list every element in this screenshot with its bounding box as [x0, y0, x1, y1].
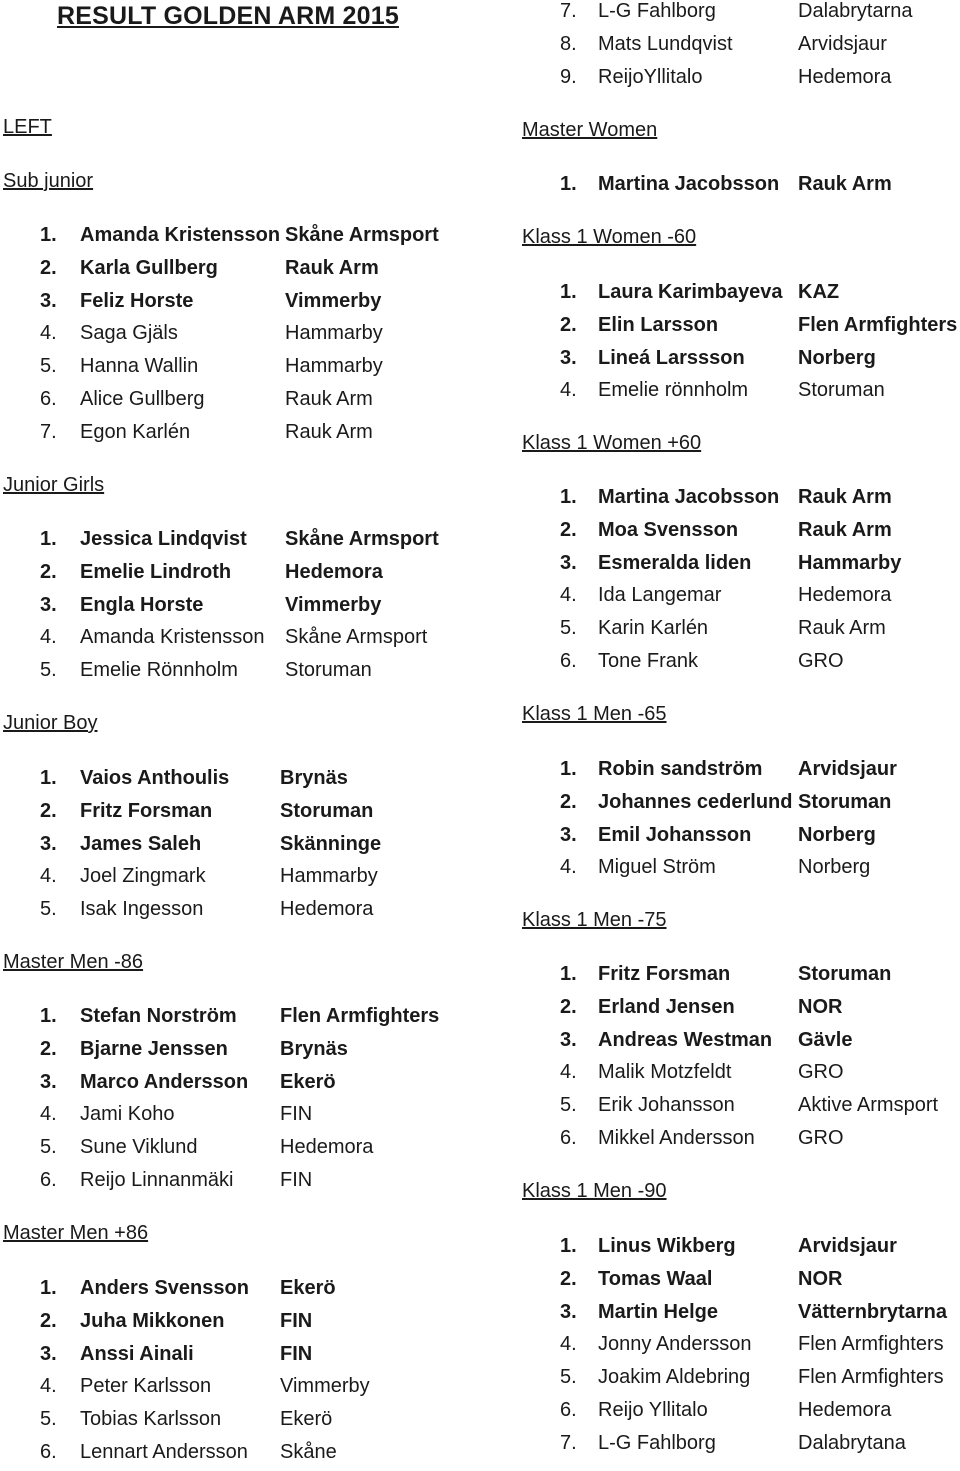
- result-row: [0, 319, 512, 352]
- result-row: [522, 1058, 960, 1091]
- result-row: [522, 1091, 960, 1124]
- rank: 4.: [560, 1333, 577, 1356]
- athlete-name: Lineá Larssson: [598, 346, 745, 369]
- rank: 3.: [40, 289, 57, 312]
- club-name: Brynäs: [280, 1037, 348, 1060]
- result-row: [522, 1429, 960, 1462]
- rank: 4.: [560, 379, 577, 402]
- result-row: [0, 221, 512, 254]
- category-heading: Klass 1 Men -65: [522, 703, 667, 725]
- rank: 4.: [560, 856, 577, 879]
- athlete-name: Anssi Ainali: [80, 1342, 194, 1365]
- club-name: Gävle: [798, 1028, 853, 1051]
- result-row: [522, 516, 960, 549]
- result-row: [0, 1133, 512, 1166]
- athlete-name: Tobias Karlsson: [80, 1408, 222, 1431]
- rank: 7.: [40, 420, 57, 443]
- athlete-name: Anders Svensson: [80, 1277, 249, 1299]
- club-name: Rauk Arm: [285, 388, 373, 410]
- rank: 5.: [40, 898, 57, 921]
- club-name: Norberg: [798, 346, 876, 369]
- result-row: [0, 830, 512, 863]
- result-row: [0, 1274, 512, 1307]
- rank: 1.: [40, 224, 57, 246]
- athlete-name: Juha Mikkonen: [80, 1309, 225, 1332]
- club-name: Arvidsjaur: [798, 1235, 897, 1257]
- result-row: [0, 254, 512, 287]
- athlete-name: Moa Svensson: [598, 518, 739, 541]
- club-name: Vimmerby: [285, 289, 382, 312]
- category-heading: Master Men +86: [3, 1222, 149, 1244]
- result-row: [0, 385, 512, 418]
- athlete-name: Ida Langemar: [598, 584, 722, 607]
- result-row: [522, 853, 960, 886]
- athlete-name: ReijoYllitalo: [598, 65, 703, 88]
- club-name: Storuman: [285, 659, 372, 682]
- club-name: Rauk Arm: [798, 518, 892, 541]
- rank: 4.: [40, 626, 57, 649]
- result-row: [522, 0, 960, 30]
- result-row: [0, 1002, 512, 1035]
- result-row: [0, 1035, 512, 1068]
- club-name: Norberg: [798, 823, 876, 846]
- rank: 4.: [40, 1375, 57, 1398]
- category-heading: Junior Girls: [3, 474, 105, 496]
- club-name: Dalabrytarna: [798, 0, 913, 22]
- athlete-name: Jessica Lindqvist: [80, 528, 247, 550]
- athlete-name: Stefan Norström: [80, 1005, 237, 1027]
- category-heading: Klass 1 Women +60: [522, 432, 702, 454]
- rank: 5.: [40, 659, 57, 682]
- result-row: [522, 170, 960, 203]
- rank: 2.: [40, 1037, 57, 1060]
- rank: 4.: [40, 1103, 57, 1126]
- rank: 6.: [40, 1441, 57, 1463]
- rank: 6.: [560, 1399, 577, 1421]
- club-name: Vimmerby: [280, 1375, 370, 1398]
- rank: 6.: [560, 1127, 577, 1149]
- athlete-name: Emelie Lindroth: [80, 560, 232, 583]
- rank: 4.: [40, 322, 57, 345]
- club-name: Rauk Arm: [798, 617, 886, 640]
- club-name: GRO: [798, 650, 844, 672]
- athlete-name: Fritz Forsman: [80, 799, 213, 822]
- athlete-name: Tone Frank: [598, 650, 699, 672]
- rank: 1.: [40, 1277, 57, 1299]
- result-row: [0, 558, 512, 591]
- athlete-name: L-G Fahlborg: [598, 0, 716, 22]
- athlete-name: Esmeralda liden: [598, 551, 752, 574]
- club-name: Skåne Armsport: [285, 528, 439, 550]
- rank: 5.: [40, 355, 57, 378]
- rank: 2.: [40, 256, 57, 279]
- club-name: Ekerö: [280, 1277, 336, 1299]
- rank: 2.: [560, 518, 577, 541]
- athlete-name: Laura Karimbayeva: [598, 281, 783, 303]
- rank: 7.: [560, 0, 577, 22]
- athlete-name: Jonny Andersson: [598, 1333, 752, 1356]
- athlete-name: Lennart Andersson: [80, 1441, 248, 1463]
- club-name: Storuman: [798, 963, 892, 985]
- result-row: [0, 656, 512, 689]
- club-name: Skåne: [280, 1441, 337, 1463]
- club-name: Storuman: [280, 799, 374, 822]
- category-heading: Master Men -86: [3, 951, 144, 973]
- athlete-name: Miguel Ström: [598, 856, 716, 879]
- rank: 3.: [40, 832, 57, 855]
- rank: 5.: [560, 1094, 577, 1117]
- rank: 6.: [40, 1169, 57, 1191]
- rank: 1.: [560, 1235, 577, 1257]
- club-name: Storuman: [798, 790, 892, 813]
- result-row: [0, 287, 512, 320]
- club-name: Skänninge: [280, 832, 382, 855]
- club-name: Hedemora: [285, 560, 383, 583]
- club-name: Norberg: [798, 856, 871, 879]
- club-name: Ekerö: [280, 1070, 336, 1093]
- rank: 1.: [560, 963, 577, 985]
- rank: 3.: [560, 346, 577, 369]
- rank: 6.: [40, 388, 57, 410]
- result-row: [522, 278, 960, 311]
- athlete-name: Martina Jacobsson: [598, 486, 780, 508]
- result-row: [522, 755, 960, 788]
- athlete-name: Mikkel Andersson: [598, 1127, 755, 1149]
- rank: 2.: [560, 995, 577, 1018]
- athlete-name: Malik Motzfeldt: [598, 1061, 732, 1084]
- athlete-name: Martin Helge: [598, 1300, 719, 1323]
- club-name: Flen Armfighters: [798, 1333, 944, 1356]
- result-row: [522, 311, 960, 344]
- result-row: [522, 1396, 960, 1429]
- result-row: [0, 797, 512, 830]
- result-row: [0, 1340, 512, 1373]
- club-name: Vimmerby: [285, 593, 382, 616]
- result-row: [522, 581, 960, 614]
- club-name: Dalabrytana: [798, 1431, 906, 1454]
- result-row: [522, 821, 960, 854]
- category-heading: Klass 1 Men -90: [522, 1180, 667, 1202]
- result-row: [522, 993, 960, 1026]
- rank: 3.: [560, 823, 577, 846]
- rank: 3.: [40, 1070, 57, 1093]
- athlete-name: Martina Jacobsson: [598, 173, 780, 195]
- athlete-name: Amanda Kristensson: [80, 224, 281, 246]
- result-row: [0, 352, 512, 385]
- athlete-name: Andreas Westman: [598, 1028, 773, 1051]
- result-row: [0, 1307, 512, 1340]
- club-name: Skåne Armsport: [285, 224, 439, 246]
- athlete-name: Joel Zingmark: [80, 865, 206, 888]
- rank: 4.: [40, 865, 57, 888]
- club-name: Flen Armfighters: [798, 313, 958, 336]
- page-title: RESULT GOLDEN ARM 2015: [57, 2, 399, 30]
- athlete-name: Egon Karlén: [80, 420, 191, 443]
- athlete-name: Fritz Forsman: [598, 963, 731, 985]
- result-row: [522, 614, 960, 647]
- result-row: [522, 1330, 960, 1363]
- result-row: [522, 1232, 960, 1265]
- athlete-name: Elin Larsson: [598, 313, 719, 336]
- athlete-name: Robin sandström: [598, 758, 763, 780]
- club-name: Arvidsjaur: [798, 32, 887, 55]
- rank: 5.: [560, 1366, 577, 1389]
- club-name: Vätternbrytarna: [798, 1300, 947, 1323]
- rank: 2.: [40, 799, 57, 822]
- rank: 1.: [40, 767, 57, 789]
- rank: 9.: [560, 65, 577, 88]
- result-row: [0, 591, 512, 624]
- result-row: [0, 1068, 512, 1101]
- result-row: [522, 1026, 960, 1059]
- club-name: Hammarby: [285, 322, 383, 345]
- result-row: [0, 525, 512, 558]
- rank: 8.: [560, 32, 577, 55]
- club-name: Aktive Armsport: [798, 1094, 939, 1117]
- rank: 2.: [560, 1267, 577, 1290]
- rank: 3.: [40, 593, 57, 616]
- result-row: [522, 549, 960, 582]
- club-name: Rauk Arm: [285, 256, 379, 279]
- club-name: Flen Armfighters: [280, 1005, 440, 1027]
- category-heading: Junior Boy: [3, 712, 98, 734]
- athlete-name: Karla Gullberg: [80, 256, 218, 279]
- athlete-name: Marco Andersson: [80, 1070, 249, 1093]
- result-row: [522, 63, 960, 96]
- club-name: Flen Armfighters: [798, 1366, 944, 1389]
- result-row: [522, 647, 960, 680]
- rank: 1.: [560, 281, 577, 303]
- rank: 5.: [40, 1408, 57, 1431]
- club-name: FIN: [280, 1103, 313, 1126]
- athlete-name: Joakim Aldebring: [598, 1366, 751, 1389]
- club-name: Hedemora: [280, 1136, 374, 1159]
- result-row: [522, 483, 960, 516]
- athlete-name: Linus Wikberg: [598, 1235, 736, 1257]
- result-row: [522, 1265, 960, 1298]
- club-name: Ekerö: [280, 1408, 333, 1431]
- athlete-name: Bjarne Jenssen: [80, 1037, 228, 1060]
- rank: 2.: [560, 313, 577, 336]
- rank: 1.: [40, 528, 57, 550]
- rank: 7.: [560, 1431, 577, 1454]
- club-name: Brynäs: [280, 767, 348, 789]
- club-name: Hedemora: [798, 1399, 892, 1421]
- club-name: Hedemora: [280, 898, 374, 921]
- rank: 5.: [40, 1136, 57, 1159]
- athlete-name: Johannes cederlund: [598, 790, 793, 813]
- athlete-name: Peter Karlsson: [80, 1375, 212, 1398]
- club-name: Rauk Arm: [285, 420, 373, 443]
- athlete-name: Isak Ingesson: [80, 898, 204, 921]
- result-row: [522, 960, 960, 993]
- athlete-name: Sune Viklund: [80, 1136, 198, 1159]
- rank: 6.: [560, 650, 577, 672]
- club-name: Hedemora: [798, 584, 892, 607]
- club-name: Rauk Arm: [798, 173, 892, 195]
- result-row: [0, 623, 512, 656]
- club-name: FIN: [280, 1169, 313, 1191]
- club-name: GRO: [798, 1127, 844, 1149]
- athlete-name: Reijo Linnanmäki: [80, 1169, 234, 1191]
- club-name: Skåne Armsport: [285, 626, 428, 649]
- rank: 3.: [40, 1342, 57, 1365]
- club-name: Hedemora: [798, 65, 892, 88]
- club-name: Arvidsjaur: [798, 758, 897, 780]
- result-row: [0, 764, 512, 797]
- athlete-name: Emil Johansson: [598, 823, 752, 846]
- club-name: Rauk Arm: [798, 486, 892, 508]
- result-row: [0, 418, 512, 451]
- result-row: [0, 1438, 512, 1471]
- athlete-name: Emelie Rönnholm: [80, 659, 238, 682]
- result-row: [522, 30, 960, 63]
- section-heading-left: LEFT: [3, 116, 52, 138]
- rank: 2.: [560, 790, 577, 813]
- club-name: NOR: [798, 995, 843, 1018]
- athlete-name: Reijo Yllitalo: [598, 1399, 708, 1421]
- result-row: [522, 1298, 960, 1331]
- athlete-name: Erland Jensen: [598, 995, 735, 1018]
- club-name: Hammarby: [798, 551, 902, 574]
- rank: 4.: [560, 1061, 577, 1084]
- result-row: [522, 788, 960, 821]
- result-row: [0, 895, 512, 928]
- athlete-name: Feliz Horste: [80, 289, 194, 312]
- club-name: FIN: [280, 1342, 313, 1365]
- athlete-name: Jami Koho: [80, 1103, 175, 1126]
- athlete-name: Hanna Wallin: [80, 355, 199, 378]
- result-row: [0, 862, 512, 895]
- rank: 3.: [560, 1028, 577, 1051]
- rank: 1.: [560, 173, 577, 195]
- result-row: [522, 376, 960, 409]
- athlete-name: Alice Gullberg: [80, 388, 205, 410]
- club-name: NOR: [798, 1267, 843, 1290]
- rank: 1.: [40, 1005, 57, 1027]
- category-heading: Sub junior: [3, 170, 94, 192]
- result-row: [522, 344, 960, 377]
- athlete-name: Amanda Kristensson: [80, 626, 265, 649]
- category-heading: Klass 1 Women -60: [522, 226, 697, 248]
- result-row: [0, 1166, 512, 1199]
- athlete-name: Karin Karlén: [598, 617, 709, 640]
- athlete-name: Saga Gjäls: [80, 322, 178, 345]
- result-row: [522, 1363, 960, 1396]
- athlete-name: Mats Lundqvist: [598, 32, 733, 55]
- category-heading: Klass 1 Men -75: [522, 909, 667, 931]
- club-name: GRO: [798, 1061, 844, 1084]
- athlete-name: Erik Johansson: [598, 1094, 735, 1117]
- athlete-name: Tomas Waal: [598, 1267, 713, 1290]
- rank: 5.: [560, 617, 577, 640]
- rank: 1.: [560, 486, 577, 508]
- result-row: [0, 1372, 512, 1405]
- rank: 3.: [560, 551, 577, 574]
- result-row: [0, 1100, 512, 1133]
- rank: 3.: [560, 1300, 577, 1323]
- athlete-name: Engla Horste: [80, 593, 204, 616]
- rank: 2.: [40, 560, 57, 583]
- club-name: Hammarby: [280, 865, 378, 888]
- club-name: FIN: [280, 1309, 313, 1332]
- result-row: [0, 1405, 512, 1438]
- result-row: [522, 1124, 960, 1157]
- athlete-name: Vaios Anthoulis: [80, 767, 230, 789]
- athlete-name: Emelie rönnholm: [598, 379, 749, 402]
- club-name: Hammarby: [285, 355, 383, 378]
- club-name: KAZ: [798, 281, 840, 303]
- athlete-name: L-G Fahlborg: [598, 1431, 716, 1454]
- club-name: Storuman: [798, 379, 885, 402]
- rank: 4.: [560, 584, 577, 607]
- category-heading: Master Women: [522, 119, 658, 141]
- athlete-name: James Saleh: [80, 832, 202, 855]
- rank: 1.: [560, 758, 577, 780]
- rank: 2.: [40, 1309, 57, 1332]
